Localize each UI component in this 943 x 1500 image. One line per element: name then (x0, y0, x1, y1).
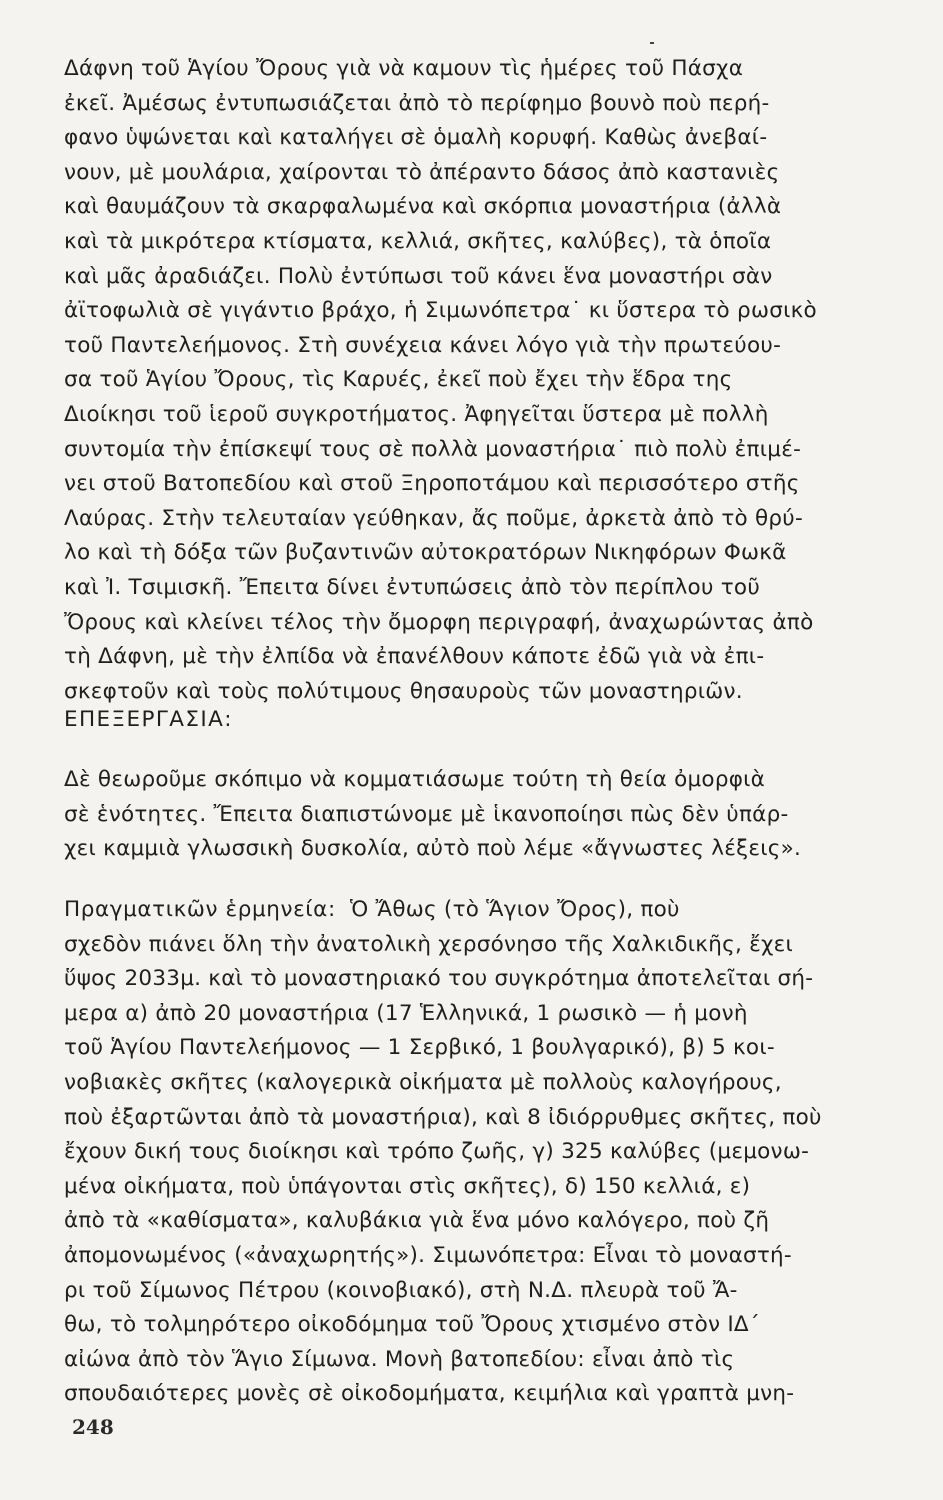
text-line: σπουδαιότερες μονὲς σὲ οἰκοδομήματα, κειμήλια καὶ γραπτὰ μνη- (64, 1381, 795, 1407)
text-line: τὴ Δάφνη, μὲ τὴν ἐλπίδα νὰ ἐπανέλθουν κάποτε ἐδῶ γιὰ νὰ ἐπι- (64, 644, 765, 670)
text-line: Διοίκησι τοῦ ἱεροῦ συγκροτήματος. Ἀφηγεῖται ὕστερα μὲ πολλὴ (64, 401, 769, 427)
text-line: αἰώνα ἀπὸ τὸν Ἅγιο Σίμωνα. Μονὴ βατοπεδίου: εἶναι ἀπὸ τὶς (64, 1346, 735, 1372)
text-line: μένα οἰκήματα, ποὺ ὑπάγονται στὶς σκῆτες), δ) 150 κελλιά, ε) (64, 1173, 751, 1199)
page-number: 248 (72, 1415, 114, 1439)
text-line: φανο ὑψώνεται καὶ καταλήγει σὲ ὁμαλὴ κορυφή. Καθὼς ἀνεβαί- (64, 125, 768, 151)
text-line: σχεδὸν πιάνει ὅλη τὴν ἀνατολικὴ χερσόνησο τῆς Χαλκιδικῆς, ἔχει (64, 931, 794, 957)
text-line: ἐκεῖ. Ἀμέσως ἐντυπωσιάζεται ἀπὸ τὸ περίφημο βουνὸ ποὺ περή- (64, 90, 770, 116)
term-heading: Πραγματικῶν ἑρμηνεία: (64, 897, 336, 922)
text-line: ἔχουν δική τους διοίκησι καὶ τρόπο ζωῆς, γ) 325 καλύβες (μεμονω- (64, 1139, 810, 1165)
text-line-first (64, 893, 914, 928)
paragraph-summary (64, 52, 914, 709)
text-line: ἀπομονωμένος («ἀναχωρητής»). Σιμωνόπετρα: Εἶναι τὸ μοναστή- (64, 1242, 792, 1268)
text-line: καὶ Ἰ. Τσιμισκῆ. Ἔπειτα δίνει ἐντυπώσεις ἀπὸ τὸν περίπλου τοῦ (64, 574, 761, 600)
text-line: καὶ μᾶς ἀραδιάζει. Πολὺ ἐντύπωσι τοῦ κάνει ἕνα μοναστήρι σὰν (64, 263, 773, 289)
text-line: σκεφτοῦν καὶ τοὺς πολύτιμους θησαυροὺς τῶν μοναστηριῶν. (64, 678, 743, 704)
text-line: ὕψος 2033μ. καὶ τὸ μοναστηριακό του συγκρότημα ἀποτελεῖται σή- (64, 966, 814, 992)
text-line: σα τοῦ Ἁγίου Ὄρους, τὶς Καρυές, ἐκεῖ ποὺ ἔχει τὴν ἕδρα της (64, 367, 733, 393)
paragraph-processing (64, 763, 914, 867)
text-line: Δὲ θεωροῦμε σκόπιμο νὰ κομματιάσωμε τούτη τὴ θεία ὀμορφιὰ (64, 767, 766, 792)
text-line: θω, τὸ τολμηρότερο οἰκοδόμημα τοῦ Ὄρους χτισμένο στὸν ΙΔ΄ (64, 1312, 760, 1338)
text-line: νουν, μὲ μουλάρια, χαίρονται τὸ ἀπέραντο δάσος ἀπὸ καστανιὲς (64, 159, 780, 185)
text-line-rest: Ὁ Ἄθως (τὸ Ἅγιον Ὄρος), ποὺ (349, 897, 680, 922)
text-line: τοῦ Παντελεήμονος. Στὴ συνέχεια κάνει λόγο γιὰ τὴν πρωτεύου- (64, 332, 782, 358)
text-line: νοβιακὲς σκῆτες (καλογερικὰ οἰκήματα μὲ πολλοὺς καλογήρους, (64, 1069, 782, 1095)
text-line: καὶ θαυμάζουν τὰ σκαρφαλωμένα καὶ σκόρπια μοναστήρια (ἀλλὰ (64, 194, 782, 220)
text-line: ποὺ ἐξαρτῶνται ἀπὸ τὰ μοναστήρια), καὶ 8 ἰδιόρρυθμες σκῆτες, ποὺ (64, 1104, 822, 1130)
paragraph-factual-explanation (64, 893, 914, 1412)
text-line: μερα α) ἀπὸ 20 μοναστήρια (17 Ἑλληνικά, 1 ρωσικὸ — ἡ μονὴ (64, 1000, 748, 1026)
text-line: νει στοῦ Βατοπεδίου καὶ στοῦ Ξηροποτάμου καὶ περισσότερο στῆς (64, 471, 800, 497)
text-line: ἀϊτοφωλιὰ σὲ γιγάντιο βράχο, ἡ Σιμωνόπετρα˙ κι ὕστερα τὸ ρωσικὸ (64, 298, 817, 324)
text-line: ρι τοῦ Σίμωνος Πέτρου (κοινοβιακό), στὴ Ν.Δ. πλευρὰ τοῦ Ἄ- (64, 1277, 738, 1303)
text-line: καὶ τὰ μικρότερα κτίσματα, κελλιά, σκῆτες, καλύβες), τὰ ὁποῖα (64, 228, 772, 254)
section-heading: ΕΠΕΞΕΡΓΑΣΙΑ: (64, 707, 233, 732)
text-line: τοῦ Ἁγίου Παντελεήμονος — 1 Σερβικό, 1 βουλγαρικό), β) 5 κοι- (64, 1035, 775, 1061)
text-line: σὲ ἑνότητες. Ἔπειτα διαπιστώνομε μὲ ἱκανοποίησι πὼς δὲν ὑπάρ- (64, 801, 789, 827)
text-line: λο καὶ τὴ δόξα τῶν βυζαντινῶν αὐτοκρατόρων Νικηφόρων Φωκᾶ (64, 540, 787, 566)
printer-tick-mark (650, 42, 654, 44)
text-line: Ὄρους καὶ κλείνει τέλος τὴν ὄμορφη περιγραφή, ἀναχωρώντας ἀπὸ (64, 609, 814, 635)
text-line: συντομία τὴν ἐπίσκεψί τους σὲ πολλὰ μοναστήρια˙ πιὸ πολὺ ἐπιμέ- (64, 436, 802, 462)
text-line: Λαύρας. Στὴν τελευταίαν γεύθηκαν, ἄς ποῦμε, ἀρκετὰ ἀπὸ τὸ θρύ- (64, 505, 804, 531)
text-line: χει καμμιὰ γλωσσικὴ δυσκολία, αὐτὸ ποὺ λέμε «ἄγνωστες λέξεις». (64, 836, 802, 862)
text-line: ἀπὸ τὰ «καθίσματα», καλυβάκια γιὰ ἕνα μόνο καλόγερο, ποὺ ζῆ (64, 1208, 770, 1234)
text-line: Δάφνη τοῦ Ἁγίου Ὄρους γιὰ νὰ καμουν τὶς ἡμέρες τοῦ Πάσχα (64, 56, 744, 81)
